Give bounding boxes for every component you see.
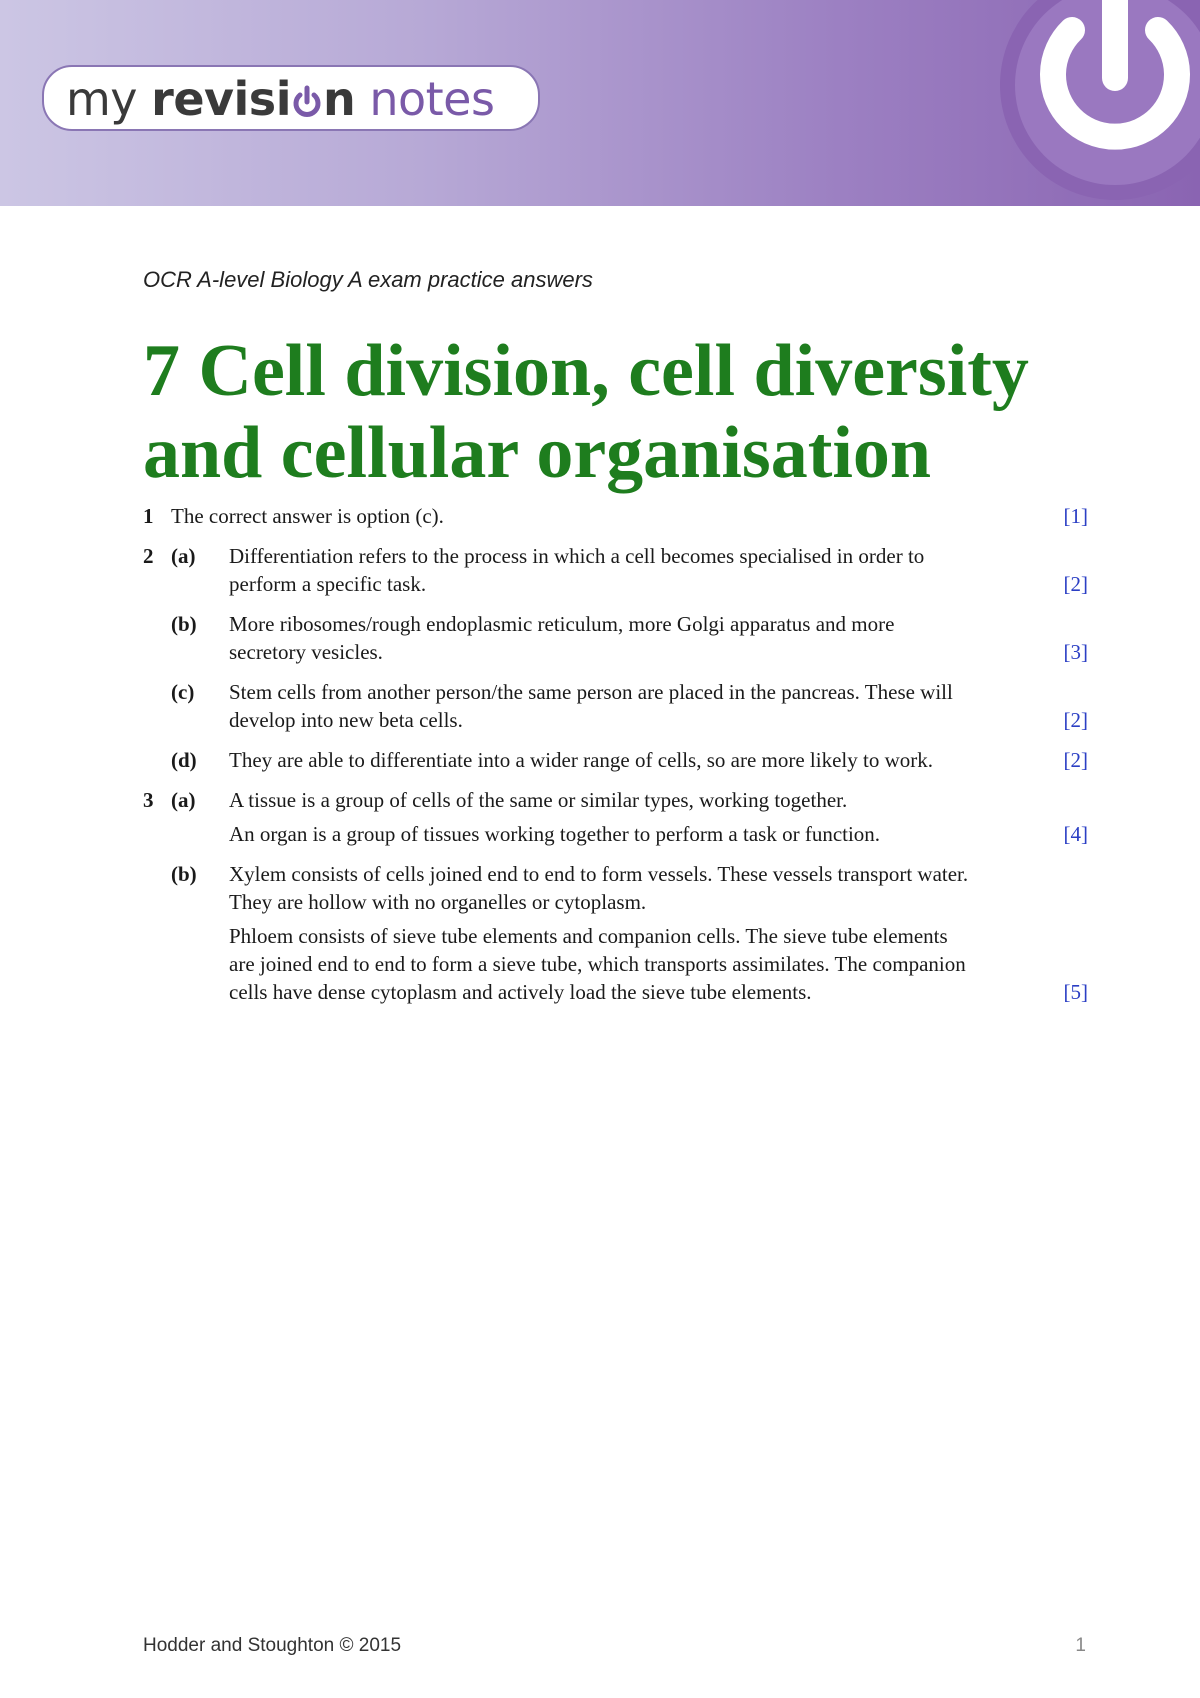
answer-text: Differentiation refers to the process in which a cell becomes specialised in order to xyxy=(229,544,925,568)
question-number: 2 xyxy=(143,544,154,568)
footer-copyright: Hodder and Stoughton © 2015 xyxy=(143,1635,402,1656)
logo-word-my: my xyxy=(66,72,138,126)
mark-allocation: [2] xyxy=(1063,708,1088,732)
power-icon xyxy=(1000,0,1200,200)
page-title-line: and cellular organisation xyxy=(143,412,932,494)
answer-item-q3b xyxy=(143,860,1088,1006)
question-number: 3 xyxy=(143,788,154,812)
page-title-line: 7 Cell division, cell diversity xyxy=(143,330,1029,412)
answer-text: The correct answer is option (c). xyxy=(171,504,444,528)
part-label: (b) xyxy=(171,612,197,636)
mark-allocation: [5] xyxy=(1063,980,1088,1004)
answer-item-q2a xyxy=(143,542,1088,598)
answer-text: A tissue is a group of cells of the same or similar types, working together. xyxy=(229,788,848,812)
answer-item-q3a xyxy=(143,786,1088,848)
answer-text: cells have dense cytoplasm and actively load the sieve tube elements. xyxy=(229,980,812,1004)
brand-logo-text xyxy=(66,69,494,129)
mark-allocation: [2] xyxy=(1063,572,1088,596)
answer-text: They are able to differentiate into a wider range of cells, so are more likely to work. xyxy=(229,748,934,772)
part-label: (b) xyxy=(171,862,197,886)
answer-item-q1 xyxy=(143,502,1088,530)
answer-text: They are hollow with no organelles or cytoplasm. xyxy=(229,890,647,914)
answer-text: are joined end to end to form a sieve tube, which transports assimilates. The companion xyxy=(229,952,966,976)
document-subtitle: OCR A-level Biology A exam practice answers xyxy=(143,267,593,292)
answer-item-q2c xyxy=(143,678,1088,734)
answer-text: More ribosomes/rough endoplasmic reticulum, more Golgi apparatus and more xyxy=(229,612,895,636)
answer-item-q2d xyxy=(143,746,1088,774)
part-label: (d) xyxy=(171,748,197,772)
mark-allocation: [2] xyxy=(1063,748,1088,772)
logo-word-revision xyxy=(151,72,355,126)
logo-word-notes: notes xyxy=(369,72,495,126)
logo-word-revision-end: n xyxy=(322,72,356,126)
answer-text: develop into new beta cells. xyxy=(229,708,463,732)
page-number: 1 xyxy=(1075,1635,1086,1656)
mark-allocation: [3] xyxy=(1063,640,1088,664)
question-number: 1 xyxy=(143,504,154,528)
part-label: (c) xyxy=(171,680,195,704)
answer-text: Stem cells from another person/the same person are placed in the pancreas. These will xyxy=(229,680,953,704)
answer-text: secretory vesicles. xyxy=(229,640,383,664)
part-label: (a) xyxy=(171,544,196,568)
mark-allocation: [4] xyxy=(1063,822,1088,846)
part-label: (a) xyxy=(171,788,196,812)
answer-text: perform a specific task. xyxy=(229,572,427,596)
answer-text: Phloem consists of sieve tube elements and companion cells. The sieve tube elements xyxy=(229,924,948,948)
page-title xyxy=(143,330,1029,494)
answer-text: An organ is a group of tissues working together to perform a task or function. xyxy=(229,822,881,846)
header-banner xyxy=(0,0,1200,206)
answer-text: Xylem consists of cells joined end to end to form vessels. These vessels transport water. xyxy=(229,862,969,886)
logo-word-revision-start: revisi xyxy=(151,72,291,126)
answer-item-q2b xyxy=(143,610,1088,666)
brand-logo xyxy=(42,65,540,131)
power-icon xyxy=(292,85,322,119)
answer-list xyxy=(143,502,1088,1006)
mark-allocation: [1] xyxy=(1063,504,1088,528)
